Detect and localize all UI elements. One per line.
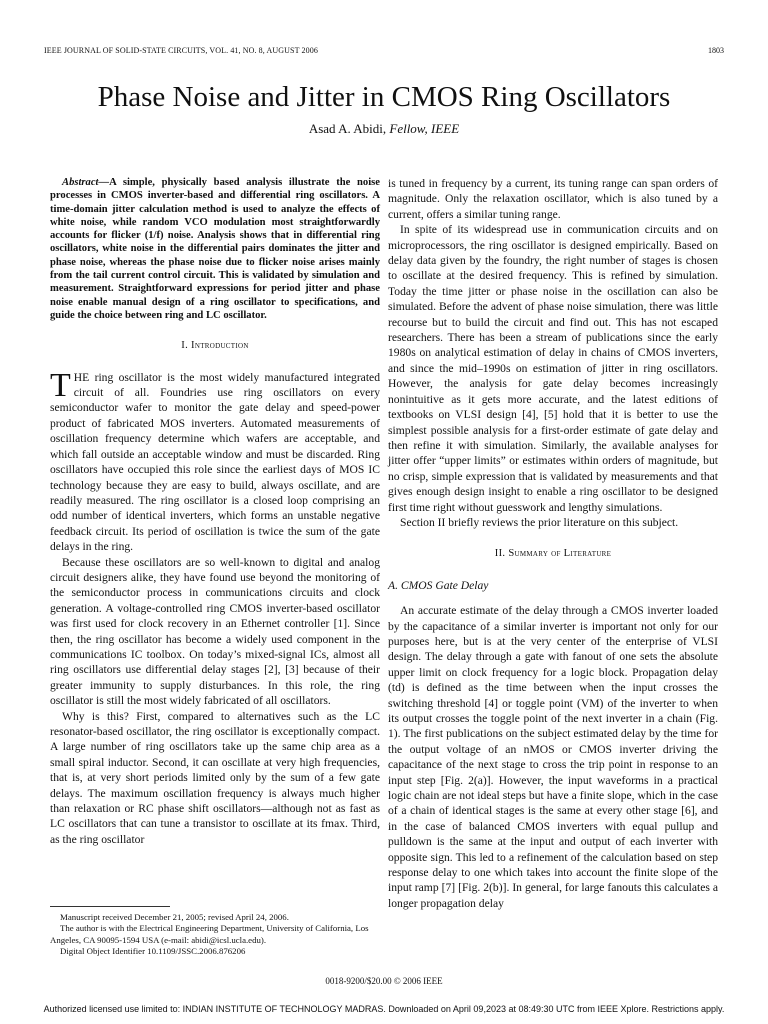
intro-paragraph-3: Why is this? First, compared to alternatives such as the LC resonator-based oscillator, the ring oscillator is exceptionally compact. A large number of ring oscillators take up the same chip area as a small spiral inductor. Second, it can oscillate at very high frequencies, that is, at very short periods limited only by the sum of a few gate delays. The maximum oscillation frequency is always much higher than relaxation or RC phase shift oscillators—although not as fast as LC oscillators that can tune a transistor to oscillate at its fmax. Third, as the ring oscillator (50, 709, 380, 846)
intro-paragraph-5: In spite of its widespread use in communication circuits and on microprocessors, the ring oscillator is designed empirically. Based on delay data given by the foundry, the right number of stages is chosen to oscillate at the desired frequency. This is refined by simulation. Today the time jitter or phase noise in the oscillation can also be simulated. Before the advent of phase noise simulation, there was little recourse but to build the circuit and find out. This has not escaped researchers. There has been a stream of publications since the early 1980s on analytical estimation of delay in chains of CMOS inverters, and since the mid–1990s on estimation of jitter in ring oscillators. However, the analysis for gate delay becomes increasingly nonintuitive as it gets more accurate, and the latest editions of textbooks on VLSI design [4], [5] hold that it is better to use the simplest possible analysis for a first-order estimate of gate delay and then refine it with simulation. Similarly, the available analyses for jitter offer “upper limits” or estimates within orders of magnitude, but no crisp, simple expression that is validated by measurements and that gives enough design insight to enable a ring oscillator to be designed first time right without guesswork and lengthy simulations. (388, 223, 718, 514)
author-name: Asad A. Abidi, (308, 121, 387, 136)
footnote-received: Manuscript received December 21, 2005; revised April 24, 2006. (60, 912, 289, 922)
copyright-line: 0018-9200/$20.00 © 2006 IEEE (325, 976, 443, 986)
section-number: I. (181, 340, 192, 352)
section-title: Introduction (191, 340, 249, 352)
abstract (50, 176, 380, 322)
abstract-text: A simple, physically based analysis illustrate the noise processes in CMOS inverter-based and differential ring oscillators. A time-domain jitter calculation method is used to analyze the effects of white noise, while random VCO modulation most straightforwardly accounts for flicker (1/f) noise. Analysis shows that in differential ring oscillators, white noise in the differential pairs dominates the jitter and phase noise, whereas the phase noise due to flicker noise arises mainly from the tail current control circuit. This is validated by simulation and measurement. Straightforward expressions for period jitter and phase noise enable manual design of a ring oscillator to specifications, and guide the choice between ring and LC oscillator. (50, 177, 380, 321)
intro-paragraph-1 (50, 366, 380, 555)
section-title: Summary of Literature (508, 548, 612, 560)
license-notice: Authorized licensed use limited to: INDIAN INSTITUTE OF TECHNOLOGY MADRAS. Downloaded on April 09,2023 at 08:49:30 UTC from IEEE Xplore. Restrictions apply. (43, 1004, 725, 1014)
drop-cap: T (50, 366, 71, 404)
subsection-heading: A. CMOS Gate Delay (388, 578, 489, 592)
section-heading-introduction (50, 338, 380, 353)
section-number: II. (494, 548, 509, 560)
author-role: Fellow, IEEE (389, 121, 460, 136)
intro-paragraph-4: is tuned in frequency by a current, its tuning range can span orders of magnitude. Only the relaxation oscillator, which is also tuned by a current, offers a similar tuning range. (388, 177, 718, 221)
intro-paragraph-2: Because these oscillators are so well-known to digital and analog circuit designers alike, they have found use beyond the monitoring of the semiconductor process in communications circuits and clock generation. A voltage-controlled ring CMOS inverter-based oscillator was first used for clock recovery in an Ethernet controller [1]. Since then, the ring oscillator has become a widely used component in the communications IC toolbox. On today’s mixed-signal ICs, almost all ring oscillators use differential delay stages [2], [3] because of their greater immunity to supply disturbances. In this role, the ring oscillator is still the most widely fabricated of all oscillators. (50, 555, 380, 708)
page-number: 1803 (708, 46, 724, 55)
footnote-affiliation: The author is with the Electrical Engineering Department, University of California, Los Angeles, CA 90095-1594 USA (e-mail: abidi@icsl.ucla.edu). (50, 923, 369, 945)
footnotes (50, 912, 380, 958)
intro-paragraph-6: Section II briefly reviews the prior literature on this subject. (400, 515, 679, 529)
literature-paragraph-1: An accurate estimate of the delay through a CMOS inverter loaded by the capacitance of a similar inverter is important not only for our purposes here, but is at the very center of the enterprise of VLSI design. The delay through a gate with fanout of one sets the absolute upper limit on clock frequency for a logic block. Propagation delay (td) is defined as the time between when the input crosses the switching threshold [4] or toggle point (VM) of the inverter to when its output crosses the toggle point of the next inverter in a chain (Fig. 1). The first publications on the subject estimated delay by the time for the output voltage of an nMOS or CMOS inverter driving the capacitance of the next stage to cross the trip point in response to an input step [Fig. 2(a)]. However, the input waveforms in a practical logic chain are not ideal steps but have a finite slope, which in the case of a chain of identical stages is the same at every other stage [6], and in the case of balanced CMOS inverters with equal pullup and pulldown is the same at the input and output of each inverter with opposite sign. This led to a refinement of the calculation based on step response delay to one which takes into account the finite slope of the input ramp [7] [Fig. 2(b)]. In general, for large fanouts this calculates a longer propagation delay (388, 604, 718, 910)
paper-title: Phase Noise and Jitter in CMOS Ring Oscillators (97, 81, 671, 113)
footnote-rule (50, 906, 170, 907)
left-column (50, 176, 380, 847)
running-header: IEEE JOURNAL OF SOLID-STATE CIRCUITS, VOL. 41, NO. 8, AUGUST 2006 (44, 46, 318, 55)
author-line (0, 121, 768, 137)
footnote-doi: Digital Object Identifier 10.1109/JSSC.2006.876206 (60, 946, 246, 957)
intro-paragraph-1-text: HE ring oscillator is the most widely manufactured integrated circuit of all. Foundries use ring oscillators on every semiconductor wafer to monitor the gate delay and speed-power product of fabricated MOS inverters. Automated measurements of oscillation frequency determine which wafers are acceptable, and which fall outside an acceptable window and must be discarded. Ring oscillators have occupied this role since the earliest days of MOS IC technology because they are easy to build, always oscillate, and are readily measured. The ring oscillator is a closed loop comprising an odd number of identical inverters, which forms an unstable negative feedback circuit. Its period of oscillation is twice the sum of the gate delays in the ring. (50, 370, 380, 554)
abstract-label: Abstract— (62, 177, 110, 188)
section-heading-literature (388, 546, 718, 561)
right-column (388, 176, 718, 911)
